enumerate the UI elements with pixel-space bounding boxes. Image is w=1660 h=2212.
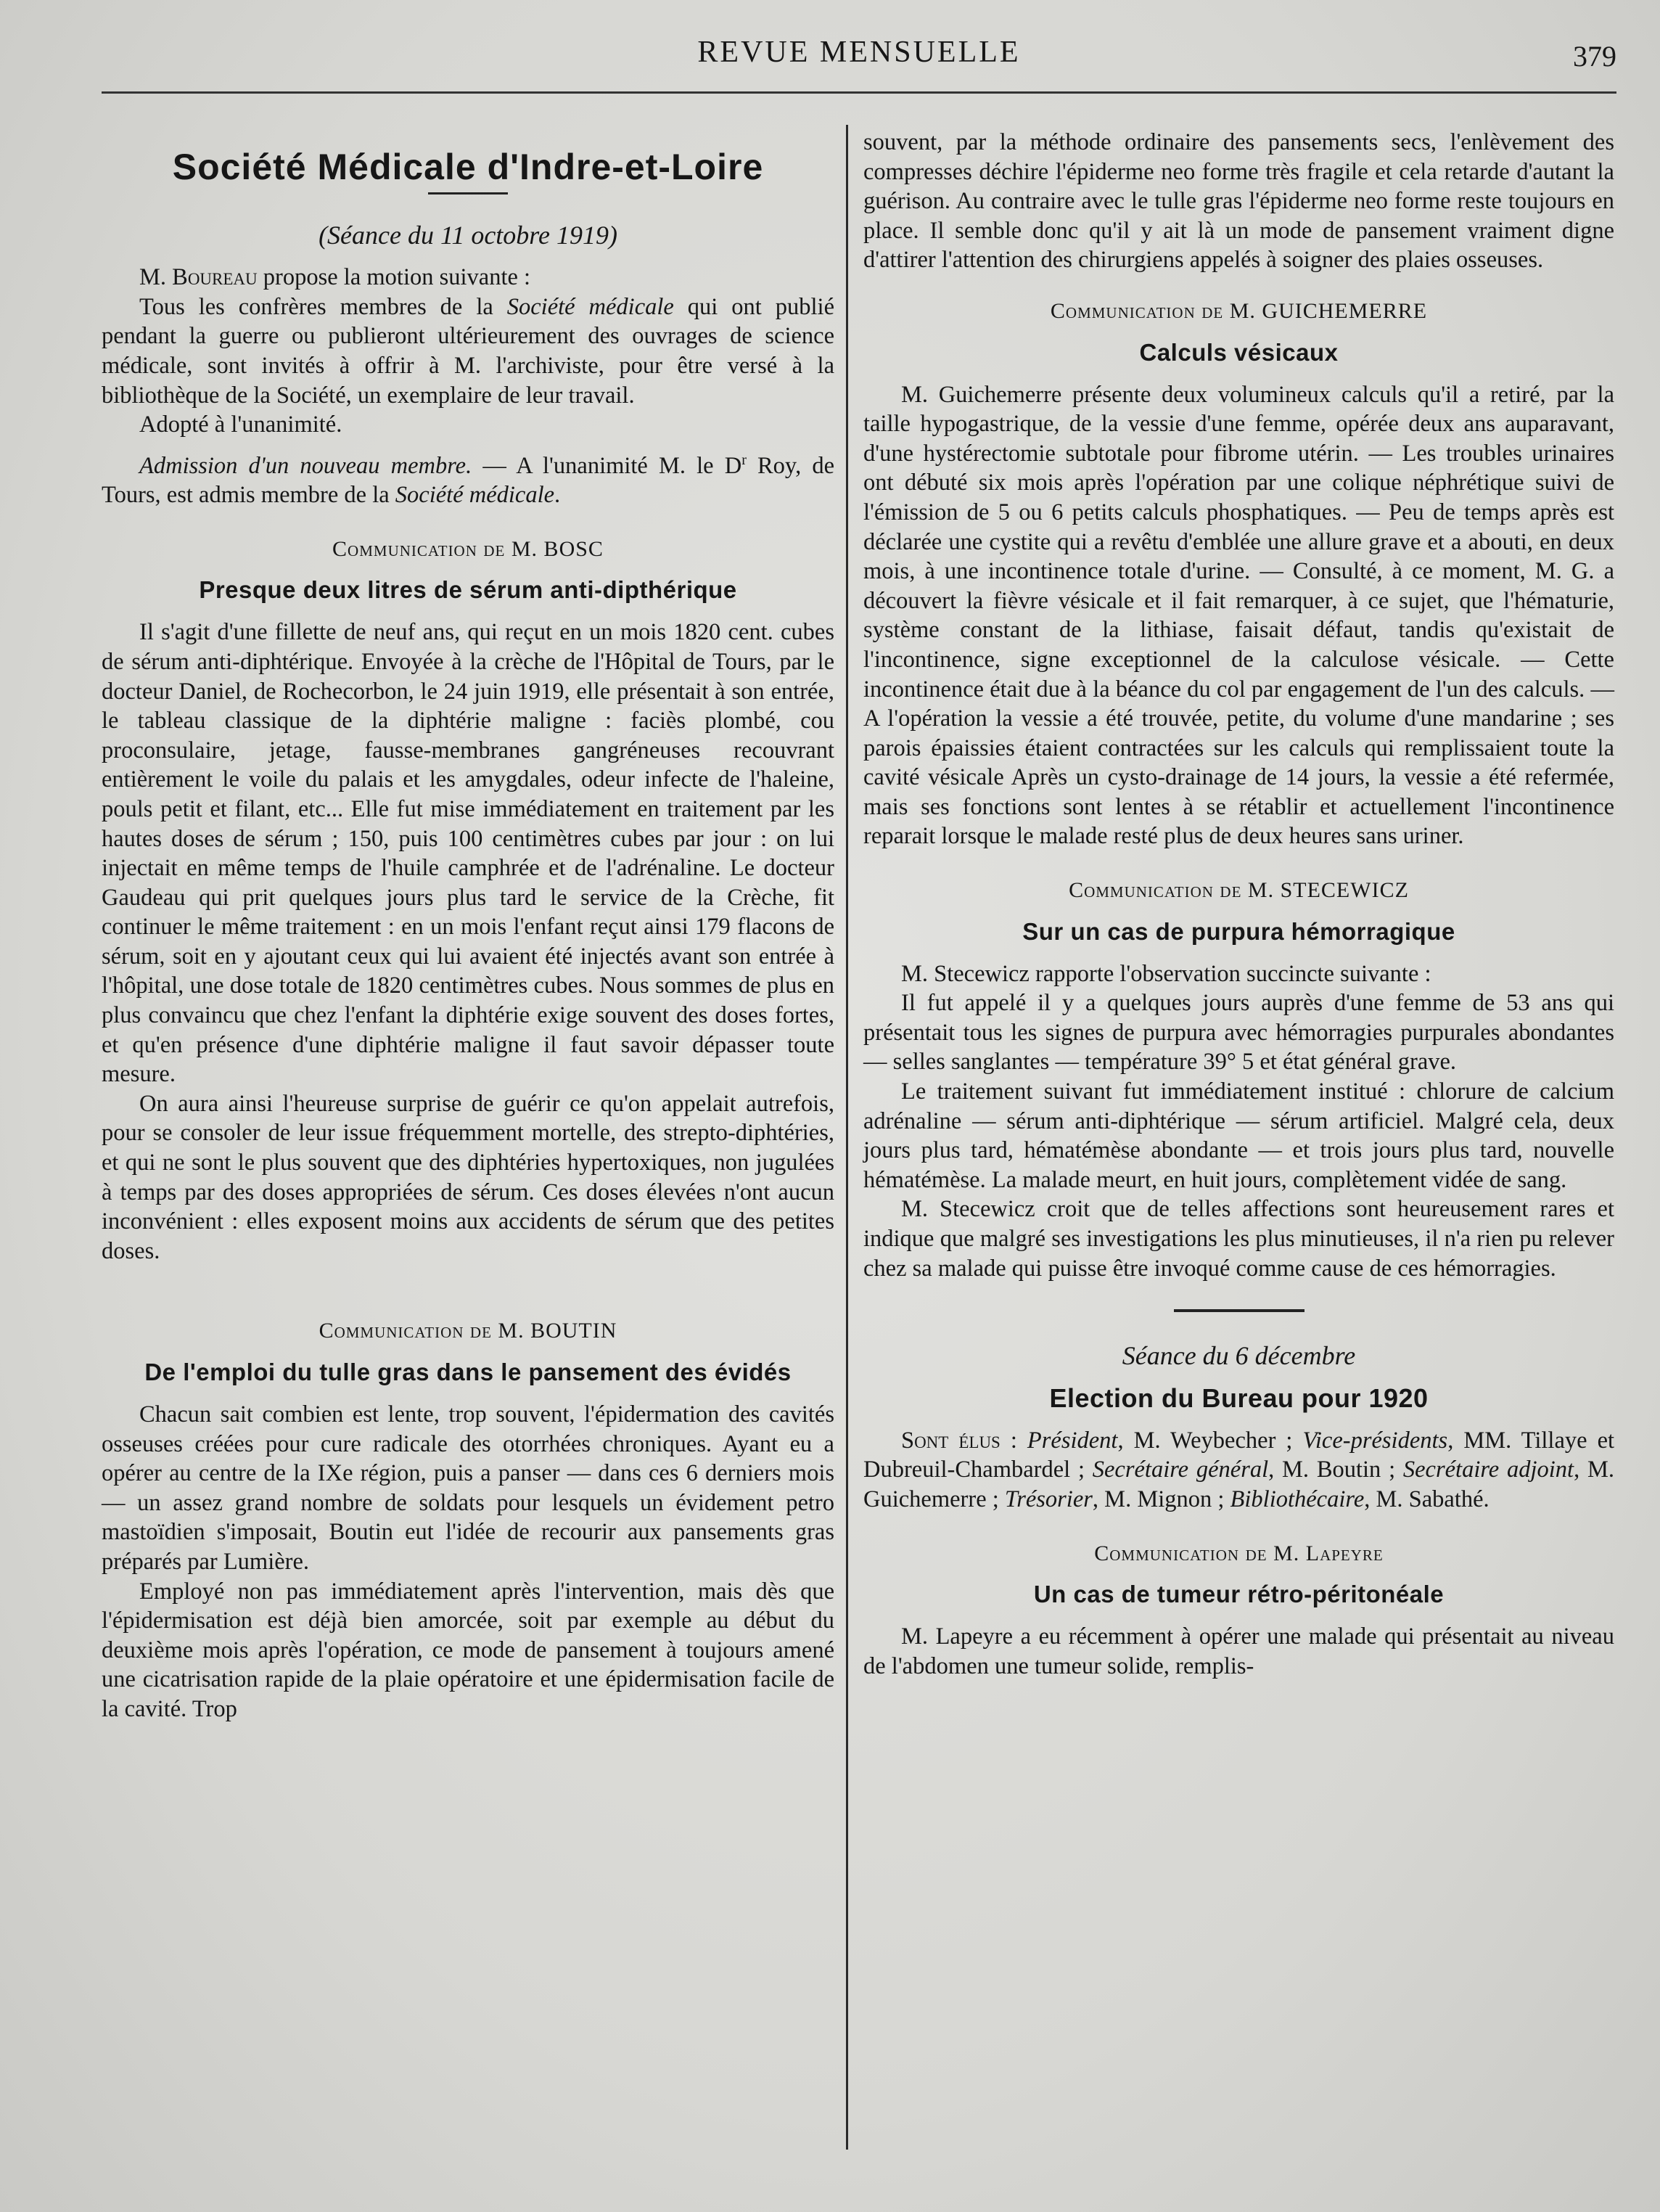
stecewicz-title: Sur un cas de purpura hémorragique	[1022, 917, 1455, 945]
treasurer-name: , M. Mignon ;	[1092, 1486, 1230, 1512]
vp-label: Vice-présidents	[1302, 1427, 1448, 1454]
motion-society: Société médicale	[506, 293, 674, 320]
motion-text-b: qui ont publié pendant la guerre ou publieront ultérieurement des ouvrages de science médicale, sont invités à offrir à M. l'archiviste, pour être versé à la bibliothèque de la Société, un exemplaire de leur travail.	[102, 293, 835, 409]
president-name: , M. Weybecher ;	[1117, 1427, 1303, 1454]
secadj-name: , M. Guichemerre ;	[863, 1457, 1614, 1512]
admission-label: Admission d'un nouveau membre.	[139, 452, 472, 479]
motion-text-a: Tous les confrères membres de la	[139, 293, 507, 320]
secgen-name: , M. Boutin ;	[1268, 1457, 1403, 1483]
header-rule	[102, 91, 1616, 94]
admission-text-a: — A l'unanimité M. le D	[472, 452, 742, 479]
left-column	[102, 147, 835, 1724]
election-title: Election du Bureau pour 1920	[1049, 1382, 1429, 1413]
boutin-title: De l'emploi du tulle gras dans le pansement des évidés	[144, 1359, 792, 1386]
adopted-text: Adopté à l'unanimité.	[139, 411, 342, 438]
librarian-name: , M. Sabathé.	[1364, 1486, 1490, 1512]
running-header	[102, 35, 1616, 93]
motion-author: M. Boureau	[139, 264, 258, 291]
boutin-paragraph-2: Employé non pas immédiatement après l'intervention, mais dès que l'épidermisation est déjà bien amorcée, soit par exemple au début du deuxième mois après l'opération, ce mode de pansement à toujours amené une cicatrisation rapide de la plaie opératoire et une épidermisation facile de la cavité. Trop	[102, 1578, 834, 1722]
title-rule	[428, 192, 508, 194]
lapeyre-title: Un cas de tumeur rétro-péritonéale	[1033, 1581, 1445, 1608]
boutin-continuation: souvent, par la méthode ordinaire des pansements secs, l'enlèvement des compresses déchire l'épiderme neo forme très fragile et cela retarde d'autant la guérison. Au contraire avec le tulle gras l'épiderme neo forme reste toujours en place. Il semble donc qu'il y ait là un mode de pansement vraiment digne d'attirer l'attention des chirurgiens appelés à soigner des plaies osseuses.	[863, 129, 1614, 274]
stecewicz-paragraph-2: Il fut appelé il y a quelques jours auprès d'une femme de 53 ans qui présentait tous les signes de purpura avec hémorragies purpurales abondantes — selles sanglantes — température 39° 5 et état général grave.	[863, 990, 1614, 1076]
president-label: Président	[1027, 1427, 1118, 1454]
stecewicz-paragraph-4: M. Stecewicz croit que de telles affections sont heureusement rares et indique que malgré ses investigations les plus minutieuses, il n'a rien pu relever chez sa malade qui puisse être invoqué comme cause de ces hémorragies.	[863, 1196, 1614, 1282]
stecewicz-heading: Communication de M. STECEWICZ	[1069, 878, 1409, 903]
admission-end: .	[554, 482, 561, 509]
bosc-paragraph-2: On aura ainsi l'heureuse surprise de guérir ce qu'on appelait autrefois, pour se consoler de leur issue fréquemment mortelle, des strepto-diphtéries, et qui ne sont le plus souvent que des diphtéries hypertoxiques, non jugulées à temps par des doses appropriées de sérum. Ces doses élevées n'ont aucun inconvénient : elles exposent moins aux accidents de sérum que des petites doses.	[102, 1090, 834, 1264]
election-paragraph	[863, 1426, 1614, 1515]
page-number: 379	[1573, 40, 1616, 73]
admission-society: Société médicale	[395, 482, 555, 509]
lapeyre-heading: Communication de M. Lapeyre	[1094, 1541, 1384, 1565]
section-rule	[1174, 1309, 1304, 1312]
running-title: REVUE MENSUELLE	[697, 36, 1021, 69]
librarian-label: Bibliothécaire	[1230, 1486, 1365, 1512]
motion-text	[102, 292, 834, 410]
admission-paragraph	[102, 446, 834, 510]
admission-text-b: Roy, de Tours, est admis membre de la	[102, 452, 835, 509]
society-title: Société Médicale d'Indre-et-Loire	[172, 147, 764, 187]
guichemerre-paragraph: M. Guichemerre présente deux volumineux calculs qu'il a retiré, par la taille hypogastrique, de la vessie d'une femme, opérée deux ans auparavant, d'une hystérectomie subtotale pour fibrome utérin. — Les troubles urinaires ont débuté six mois après l'opération par une colique néphrétique suivi de l'émission de 5 ou 6 petits calculs phosphatiques. — Peu de temps après est déclarée une cystite qui a revêtu d'emblée une allure grave et a abouti, en deux mois, à une incontinence totale d'urine. — Consulté, à ce moment, M. G. a découvert la fièvre vésicale et il fait remarquer, à ce sujet, que l'hématurie, système constant de la lithiase, faisait défaut, tandis qu'existait de l'incontinence, signe exceptionnel de la calculose vésicale. — Cette incontinence était due à la béance du col par engagement de l'un des calculs. — A l'opération la vessie a été trouvée, petite, du volume d'une mandarine ; ses parois épaissies étaient contractées sur les calculs qui remplissaient toute la cavité vésicale Après un cysto-drainage de 14 jours, la vessie a été refermée, mais ses fonctions sont lentes à se rétablir et actuellement l'incontinence reparait lorsque le malade resté plus de deux heures sans uriner.	[863, 381, 1614, 850]
secadj-label: Secrétaire adjoint	[1402, 1457, 1574, 1483]
stecewicz-paragraph-3: Le traitement suivant fut immédiatement institué : chlorure de calcium adrénaline — sérum anti-diphtérique — sérum artificiel. Malgré cela, deux jours plus tard, hématémèse abondante — et trois jours plus tard, nouvelle hématémèse. La malade meurt, en huit jours, complètement vidée de sang.	[863, 1078, 1614, 1193]
right-column	[863, 128, 1614, 1681]
lapeyre-paragraph: M. Lapeyre a eu récemment à opérer une malade qui présentait au niveau de l'abdomen une tumeur solide, remplis-	[863, 1623, 1614, 1679]
guichemerre-heading: Communication de M. GUICHEMERRE	[1050, 298, 1428, 323]
treasurer-label: Trésorier	[1004, 1486, 1093, 1512]
admission-superscript: r	[741, 451, 747, 468]
session-date: (Séance du 11 octobre 1919)	[319, 220, 617, 250]
session-date-2: Séance du 6 décembre	[1122, 1341, 1356, 1371]
vp-names: , MM. Tillaye et Dubreuil-Chambardel ;	[863, 1427, 1615, 1483]
elected-label: Sont élus :	[901, 1427, 1017, 1454]
spacer	[102, 1266, 834, 1292]
bosc-title: Presque deux litres de sérum anti-dipthérique	[199, 576, 737, 604]
motion-intro-text: propose la motion suivante :	[257, 264, 531, 291]
boutin-heading: Communication de M. BOUTIN	[319, 1319, 617, 1343]
secgen-label: Secrétaire général	[1092, 1457, 1269, 1483]
motion-intro	[102, 263, 834, 292]
bosc-heading: Communication de M. BOSC	[332, 536, 604, 561]
stecewicz-paragraph-1: M. Stecewicz rapporte l'observation succincte suivante :	[901, 960, 1431, 987]
boutin-paragraph-1: Chacun sait combien est lente, trop souvent, l'épidermation des cavités osseuses créées pour cure radicale des otorrhées chroniques. Ayant eu a opérer au centre de la IXe région, puis a panser — dans ces 6 derniers mois — un assez grand nombre de soldats pour lesquels un évidement petro mastoïdien s'imposait, Boutin eut l'idée de recourir aux pansements gras préparés par Lumière.	[102, 1401, 834, 1575]
guichemerre-title: Calculs vésicaux	[1139, 338, 1339, 366]
column-divider	[846, 125, 848, 2150]
bosc-paragraph-1: Il s'agit d'une fillette de neuf ans, qui reçut en un mois 1820 cent. cubes de sérum anti-diphtérique. Envoyée à la crèche de l'Hôpital de Tours, par le docteur Daniel, de Rochecorbon, le 24 juin 1919, elle présentait à son entrée, le tableau classique de la diphtérie maligne : faciès plombé, cou proconsulaire, jetage, fausse-membranes gangréneuses recouvrant entièrement le voile du palais et les amygdales, odeur infecte de l'haleine, pouls petit et filant, etc... Elle fut mise immédiatement en traitement par les hautes doses de sérum ; 150, puis 100 centimètres cubes par jour : on lui injectait en même temps de l'huile camphrée et de l'adrénaline. Le docteur Gaudeau qui prit quelques jours plus tard le service de la Crèche, fit continuer le même traitement : en un mois l'enfant reçut ainsi 179 flacons de sérum, soit en y ajoutant ceux qui lui avaient été injectés avant son entrée à l'hôpital, une dose totale de 1820 centimètres cubes. Nous sommes de plus en plus convaincu que chez l'enfant la diphtérie exige souvent des doses fortes, et qu'en présence d'une diphtérie maligne il faut savoir dépasser toute mesure.	[102, 619, 834, 1088]
